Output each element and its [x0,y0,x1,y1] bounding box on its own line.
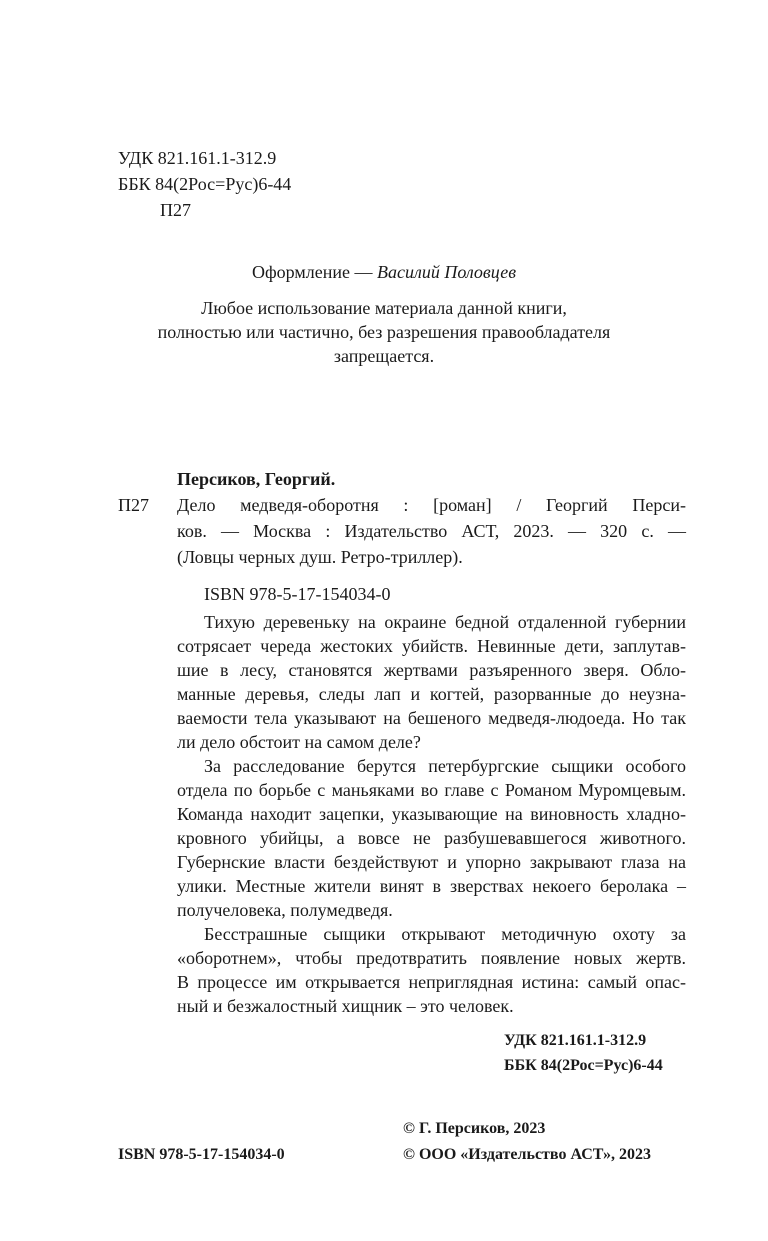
p1-l4-wrap [177,683,686,705]
design-prefix: Оформление — [251,262,377,282]
footer-isbn: ISBN 978-5-17-154034-0 [118,1146,285,1163]
p1-l3-wrap [177,659,686,681]
catalog-entry-line-2: ков. — Москва : Издательство АСТ, 2023. — 320 с. — [177,521,686,541]
p1-l1-wrap [204,611,686,633]
catalog-author: Персиков, Георгий. [177,469,336,489]
header-code: П27 [160,200,191,220]
copyright-notice-line-1: Любое использование материала данной книги, [201,298,567,318]
p2-l3-wrap [177,803,686,825]
copyright-notice-line-3: запрещается. [333,346,435,366]
p2-l6-wrap [177,875,686,897]
design-credit [0,260,768,284]
para1-line-1: Тихую деревеньку на окраине бедной отдаленной губернии [204,612,686,632]
designer-name: Василий Половцев [376,262,517,282]
para1-line-2: сотрясает череда жестоких убийств. Невинные дети, заплутав- [177,636,686,656]
catalog-isbn: ISBN 978-5-17-154034-0 [204,584,391,604]
p2-l4-wrap [177,827,686,849]
p2-l1-wrap [204,755,686,777]
para2-line-1: За расследование берутся петербургские сыщики особого [204,756,686,776]
para1-line-5: ваемости тела указывают на бешеного медведя-людоеда. Но так [177,708,686,728]
header-udk: УДК 821.161.1-312.9 [118,148,277,168]
para2-line-4: кровного убийцы, а вовсе не разбушевавшегося животного. [177,828,686,848]
para2-line-5: Губернские власти бездействуют и упорно закрывают глаза на [177,852,686,872]
para1-line-4: манные деревья, следы лап и когтей, разорванные до неузна- [177,684,686,704]
para2-line-3: Команда находит зацепки, указывающие на виновность хладно- [177,804,686,824]
p1-l2-wrap [177,635,686,657]
para2-line-6: улики. Местные жители винят в зверствах некоего беролака – [177,876,686,896]
para2-line-2: отдела по борьбе с маньяками во главе с Романом Муромцевым. [177,780,686,800]
p2-l5-wrap [177,851,686,873]
classification-bbk: ББК 84(2Рос=Рус)6-44 [504,1057,663,1074]
classification-udk: УДК 821.161.1-312.9 [504,1032,647,1049]
para1-line-6: ли дело обстоит на самом деле? [177,732,421,752]
p3-l3-wrap [177,971,686,993]
footer-copyright-author: © Г. Персиков, 2023 [403,1120,546,1137]
p1-l5-wrap [177,707,686,729]
catalog-code: П27 [118,495,149,515]
catalog-entry-line-1-wrap [177,494,686,516]
catalog-entry-line-2-wrap [177,520,686,542]
p3-l2-wrap [177,947,686,969]
para3-line-4: ный и безжалостный хищник – это человек. [177,996,514,1016]
para3-line-1: Бесстрашные сыщики открывают методичную охоту за [204,924,686,944]
para2-line-7: получеловека, полумедведя. [177,900,393,920]
para1-line-3: шие в лесу, становятся жертвами разъяренного зверя. Обло- [177,660,686,680]
para3-line-3: В процессе им открывается неприглядная истина: самый опас- [177,972,686,992]
p3-l1-wrap [204,923,686,945]
p2-l2-wrap [177,779,686,801]
footer-copyright-publisher: © ООО «Издательство АСТ», 2023 [403,1146,652,1163]
catalog-entry-line-1: Дело медведя-оборотня : [роман] / Георгий Перси- [177,495,686,515]
catalog-entry-line-3: (Ловцы черных душ. Ретро-триллер). [177,547,463,567]
header-bbk: ББК 84(2Рос=Рус)6-44 [118,174,292,194]
copyright-notice-line-2: полностью или частично, без разрешения правообладателя [157,322,611,342]
para3-line-2: «оборотнем», чтобы предотвратить появление новых жертв. [177,948,686,968]
